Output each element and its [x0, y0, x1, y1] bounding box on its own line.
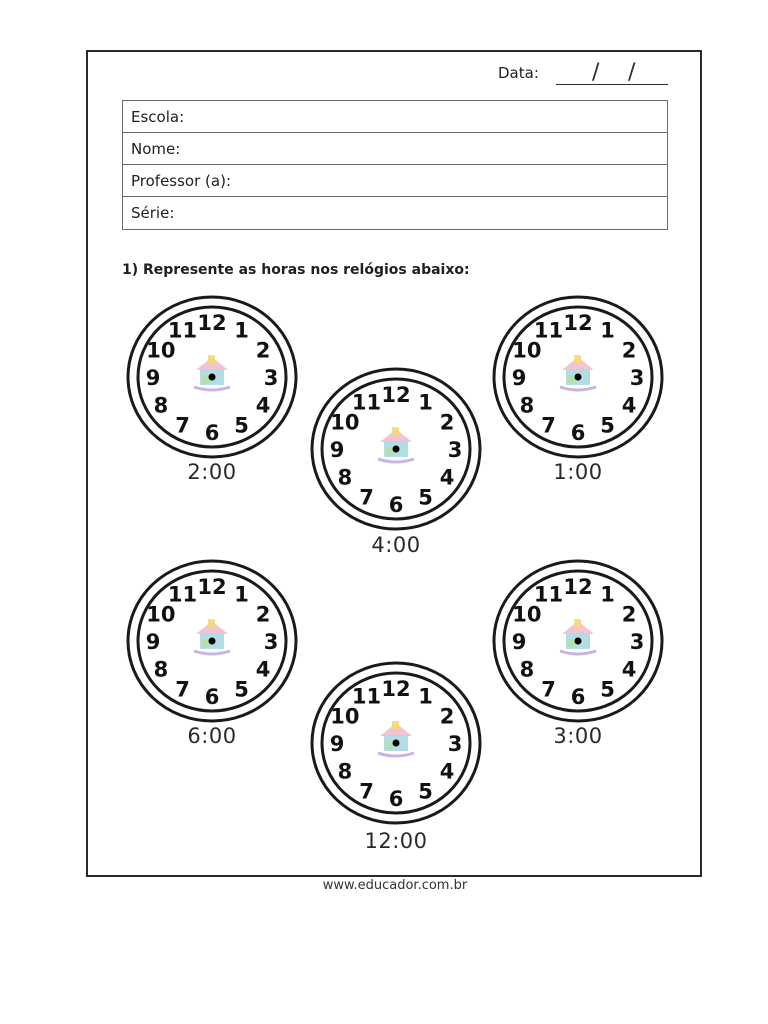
clock-number: 10	[512, 338, 542, 363]
clock-center-dot	[209, 638, 216, 645]
clock-number: 1	[600, 318, 615, 343]
clock-number: 3	[263, 366, 279, 390]
clock-number: 12	[563, 575, 593, 599]
clock-number: 9	[511, 366, 527, 390]
clock-number: 1	[418, 390, 433, 415]
clock-number: 3	[263, 630, 279, 654]
clock-number: 12	[563, 311, 593, 335]
clock-number: 7	[541, 413, 556, 438]
clock-number: 12	[381, 383, 411, 407]
clock-number: 7	[359, 485, 374, 510]
clock-number: 11	[167, 318, 198, 343]
footer-url: www.educador.com.br	[322, 878, 468, 893]
clock-number: 4	[621, 393, 637, 418]
clock-svg	[310, 660, 482, 826]
clock-center-dot	[209, 374, 216, 381]
clock-number: 7	[359, 779, 374, 804]
clock-svg	[310, 366, 482, 532]
date-separator: /	[592, 60, 600, 85]
field-label: Nome:	[131, 140, 181, 158]
clock-time-label: 3:00	[553, 724, 603, 748]
clock-number: 9	[511, 630, 527, 654]
clock-face	[310, 660, 482, 826]
clock-time-label: 4:00	[371, 533, 421, 557]
clock-number: 3	[447, 732, 463, 756]
clock-number: 3	[629, 366, 645, 390]
clock-number: 1	[600, 582, 615, 607]
clock-time-label: 6:00	[187, 724, 237, 748]
clock-number: 10	[146, 338, 176, 363]
date-label: Data:	[498, 64, 539, 82]
clock-number: 4	[439, 465, 455, 490]
clock-face	[310, 366, 482, 532]
clock-face	[492, 294, 664, 460]
student-info-box	[122, 100, 668, 230]
clock-number: 2	[621, 602, 637, 627]
clock-center-dot	[393, 740, 400, 747]
clock-number: 5	[234, 413, 249, 438]
clock-number: 7	[175, 677, 190, 702]
field-nome[interactable]	[123, 133, 667, 165]
date-field[interactable]	[556, 62, 668, 85]
clock-number: 8	[153, 657, 169, 682]
clock-time-label: 1:00	[553, 460, 603, 484]
clock-number: 9	[145, 366, 161, 390]
clock-number: 5	[600, 413, 615, 438]
clock-number: 2	[255, 338, 271, 363]
clock-number: 8	[519, 393, 535, 418]
clock-number: 10	[146, 602, 176, 627]
clock-center-dot	[575, 638, 582, 645]
clock-face	[126, 294, 298, 460]
clock-svg	[126, 558, 298, 724]
clock-number: 7	[541, 677, 556, 702]
clock-number: 4	[621, 657, 637, 682]
clock-face	[492, 558, 664, 724]
clock-number: 5	[234, 677, 249, 702]
clock-number: 6	[570, 421, 586, 445]
clock-number: 10	[330, 410, 360, 435]
clock-number: 2	[439, 410, 455, 435]
clock-number: 5	[418, 485, 433, 510]
clock-number: 6	[570, 685, 586, 709]
clock-number: 10	[330, 704, 360, 729]
field-professor[interactable]	[123, 165, 667, 197]
clock-time-label: 12:00	[364, 829, 428, 853]
clock-number: 9	[145, 630, 161, 654]
clock-face	[126, 558, 298, 724]
clock-number: 12	[197, 575, 227, 599]
clock-number: 6	[204, 685, 220, 709]
clock-number: 11	[351, 684, 382, 709]
clock-number: 8	[337, 759, 353, 784]
clock-number: 9	[329, 438, 345, 462]
clock-number: 2	[621, 338, 637, 363]
clock-number: 12	[381, 677, 411, 701]
field-label: Escola:	[131, 108, 185, 126]
clock-number: 2	[439, 704, 455, 729]
clock-number: 8	[519, 657, 535, 682]
field-escola[interactable]	[123, 101, 667, 133]
field-label: Série:	[131, 204, 175, 222]
field-label: Professor (a):	[131, 172, 231, 190]
clock-number: 9	[329, 732, 345, 756]
question-title: 1) Represente as horas nos relógios abaixo:	[122, 262, 470, 278]
clock-svg	[126, 294, 298, 460]
clock-number: 7	[175, 413, 190, 438]
clock-number: 3	[447, 438, 463, 462]
clock-number: 1	[234, 318, 249, 343]
clock-number: 10	[512, 602, 542, 627]
clock-number: 11	[533, 582, 564, 607]
clock-number: 6	[388, 787, 404, 811]
clock-number: 6	[388, 493, 404, 517]
clock-number: 8	[153, 393, 169, 418]
clock-number: 3	[629, 630, 645, 654]
clock-number: 11	[533, 318, 564, 343]
field-serie[interactable]	[123, 197, 667, 229]
clock-number: 5	[600, 677, 615, 702]
clock-time-label: 2:00	[187, 460, 237, 484]
clock-svg	[492, 558, 664, 724]
clock-svg	[492, 294, 664, 460]
clock-number: 12	[197, 311, 227, 335]
clock-number: 11	[167, 582, 198, 607]
clock-center-dot	[393, 446, 400, 453]
clock-number: 11	[351, 390, 382, 415]
clock-number: 4	[439, 759, 455, 784]
clock-number: 4	[255, 657, 271, 682]
clock-number: 2	[255, 602, 271, 627]
clock-center-dot	[575, 374, 582, 381]
clock-number: 4	[255, 393, 271, 418]
clock-number: 5	[418, 779, 433, 804]
clock-number: 1	[234, 582, 249, 607]
clock-number: 6	[204, 421, 220, 445]
clock-number: 8	[337, 465, 353, 490]
date-separator: /	[628, 60, 636, 85]
clock-number: 1	[418, 684, 433, 709]
